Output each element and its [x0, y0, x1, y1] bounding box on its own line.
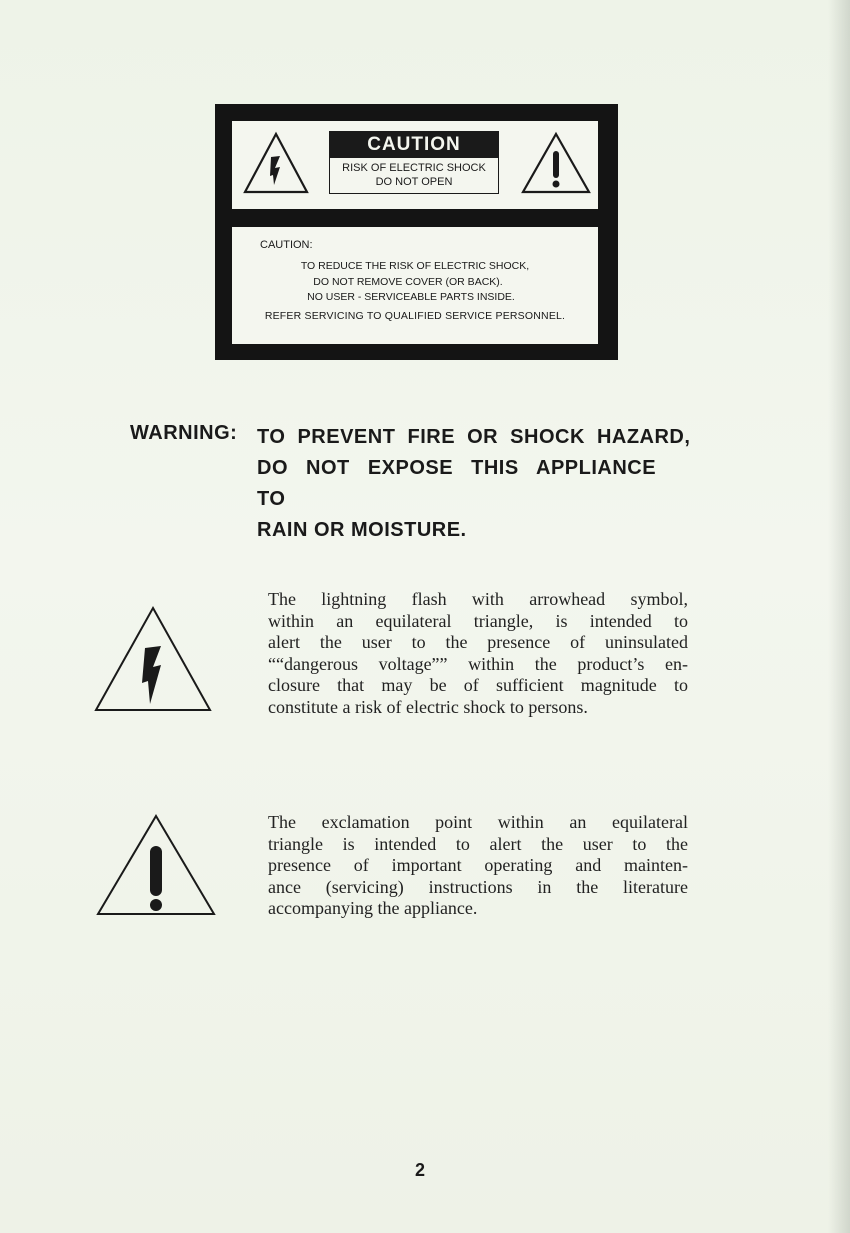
description-line: The exclamation point within an equilateral [268, 812, 688, 832]
warning-line: RAIN OR MOISTURE. [257, 519, 467, 541]
exclamation-triangle-icon [520, 131, 592, 195]
warning-line: DO NOT EXPOSE THIS APPLIANCE TO [257, 457, 657, 510]
lightning-triangle-icon [92, 604, 214, 714]
caution-title-box [329, 131, 499, 201]
warning-text [257, 422, 697, 546]
warning-line: TO PREVENT FIRE OR SHOCK HAZARD, [257, 426, 691, 448]
caution-subtitle-line: RISK OF ELECTRIC SHOCK [342, 162, 486, 174]
caution-label [215, 104, 618, 360]
description-line: alert the user to the presence of uninsulated [268, 632, 688, 652]
page-number: 2 [414, 1160, 425, 1180]
description-line: presence of important operating and mainten- [268, 855, 688, 875]
description-line: triangle is intended to alert the user to the [268, 833, 688, 854]
caution-instruction-line: NO USER - SERVICEABLE PARTS INSIDE. [307, 291, 515, 303]
description-line: within an equilateral triangle, is intended to [268, 610, 688, 631]
caution-instruction-line: REFER SERVICING TO QUALIFIED SERVICE PERSONNEL. [264, 309, 566, 322]
caution-subtitle [329, 158, 499, 194]
description-line: ““dangerous voltage”” within the product’s en- [268, 653, 688, 674]
description-line: accompanying the appliance. [268, 898, 478, 918]
description-line: ance (servicing) instructions in the literature [268, 876, 688, 897]
exclamation-symbol-description [268, 812, 688, 920]
caution-instructions [232, 259, 598, 324]
caution-label-bottom-panel [232, 227, 598, 344]
description-line: closure that may be of sufficient magnitude to [268, 675, 688, 695]
description-line: The lightning flash with arrowhead symbol, [268, 589, 688, 609]
caution-subtitle-line: DO NOT OPEN [375, 176, 453, 188]
description-line: constitute a risk of electric shock to persons. [268, 696, 588, 717]
lightning-triangle-icon [242, 131, 310, 195]
caution-instruction-line: TO REDUCE THE RISK OF ELECTRIC SHOCK, [300, 260, 530, 272]
caution-heading: CAUTION: [260, 239, 313, 251]
caution-title: CAUTION [329, 131, 499, 158]
lightning-symbol-description [268, 589, 688, 718]
caution-label-top-panel [232, 121, 598, 209]
page-edge-shadow [828, 0, 850, 1233]
exclamation-triangle-icon [94, 812, 218, 918]
warning-label: WARNING: [130, 422, 238, 444]
caution-instruction-line: DO NOT REMOVE COVER (OR BACK). [313, 275, 503, 288]
